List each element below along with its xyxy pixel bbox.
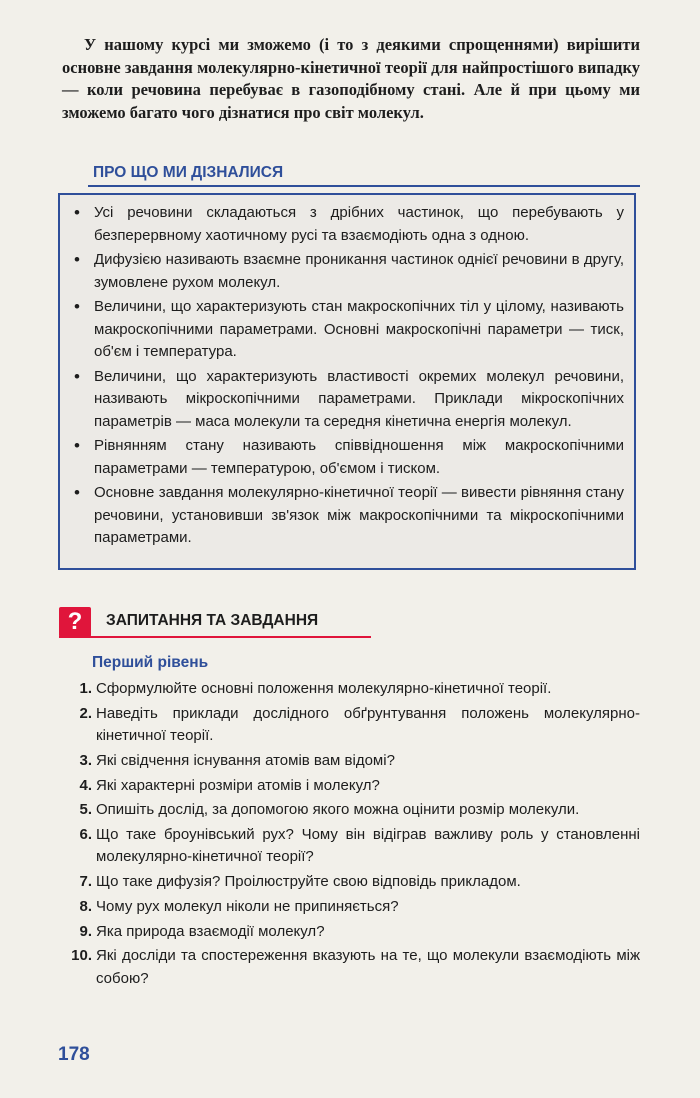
question-item: [60, 703, 640, 748]
intro-paragraph: У нашому курсі ми зможемо (і то з деякими спрощеннями) вирішити основне завдання молекулярно-кінетичної теорії для найпростішого випадку — коли речовина перебуває в газоподібному стані. Але й при цьому ми зможемо багато чого дізнатися про світ молекул.: [62, 35, 640, 122]
question-item: [60, 945, 640, 990]
summary-item: • Величини, що характеризують властивості окремих молекул речовини, називають мікроскопічними параметрами. Приклади мікроскопічних параметрів — маса молекули та середня кінетична енергія молекул.: [94, 366, 624, 434]
page-number: 178: [58, 1044, 90, 1065]
question-number: 5.: [79, 801, 92, 819]
summary-item: • Дифузією називають взаємне проникання частинок однієї речовини в другу, зумовлене рухом молекул.: [94, 249, 624, 294]
question-item: [60, 678, 640, 701]
question-item: [60, 799, 640, 822]
question-number: 1.: [79, 680, 92, 697]
question-item: [60, 824, 640, 869]
question-item: [60, 775, 640, 798]
summary-heading: ПРО ЩО МИ ДІЗНАЛИСЯ: [93, 164, 284, 181]
summary-box: [58, 193, 636, 570]
summary-item: • Величини, що характеризують стан макроскопічних тіл у цілому, називають макроскопічними параметрами. Основні макроскопічні параметри — тиск, об'єм і температура.: [94, 296, 624, 364]
summary-divider: [88, 185, 640, 187]
question-text: Які характерні розміри атомів і молекул?: [96, 776, 380, 794]
question-number: 3.: [79, 751, 92, 769]
question-text: Які свідчення існування атомів вам відомі?: [96, 751, 395, 769]
summary-item: • Основне завдання молекулярно-кінетичної теорії — вивести рівняння стану речовини, установивши зв'язок між макроскопічними та мікроскопічними параметрами.: [94, 482, 624, 550]
question-text: Опишіть дослід, за допомогою якого можна оцінити розмір молекули.: [96, 801, 580, 819]
question-item: [60, 896, 640, 919]
questions-divider: [59, 636, 371, 638]
question-number: 6.: [79, 825, 92, 843]
question-number: 4.: [79, 776, 92, 794]
question-text: Що таке дифузія? Проілюструйте свою відповідь прикладом.: [96, 873, 521, 891]
question-text: Які досліди та спостереження вказують на те, що молекули взаємодіють між собою?: [96, 947, 640, 987]
question-text: Наведіть приклади дослідного обґрунтування положень молекулярно-кінетичної теорії.: [96, 704, 640, 745]
summary-item: • Рівнянням стану називають співвідношення між макроскопічними параметрами — температурою, об'ємом і тиском.: [94, 435, 624, 480]
question-item: [60, 921, 640, 944]
question-item: [60, 750, 640, 773]
question-text: Сформулюйте основні положення молекулярно-кінетичної теорії.: [96, 680, 552, 697]
question-number: 2.: [79, 704, 92, 722]
question-mark-icon: ?: [59, 607, 91, 637]
question-number: 10.: [71, 947, 92, 965]
question-text: Чому рух молекул ніколи не припиняється?: [96, 897, 399, 915]
question-number: 7.: [79, 873, 92, 891]
question-number: 9.: [79, 922, 92, 940]
questions-heading: ЗАПИТАННЯ ТА ЗАВДАННЯ: [106, 612, 319, 629]
question-item: [60, 871, 640, 894]
questions-list: [60, 678, 640, 992]
question-number: 8.: [79, 897, 92, 915]
question-text: Що таке броунівський рух? Чому він відіграв важливу роль у становленні молекулярно-кінетичної теорії?: [96, 825, 640, 866]
summary-item: • Усі речовини складаються з дрібних частинок, що перебувають у безперервному хаотичному русі та взаємодіють одна з одною.: [94, 202, 624, 247]
question-text: Яка природа взаємодії молекул?: [96, 922, 325, 940]
level-heading: Перший рівень: [92, 654, 209, 671]
summary-list: [60, 195, 634, 550]
